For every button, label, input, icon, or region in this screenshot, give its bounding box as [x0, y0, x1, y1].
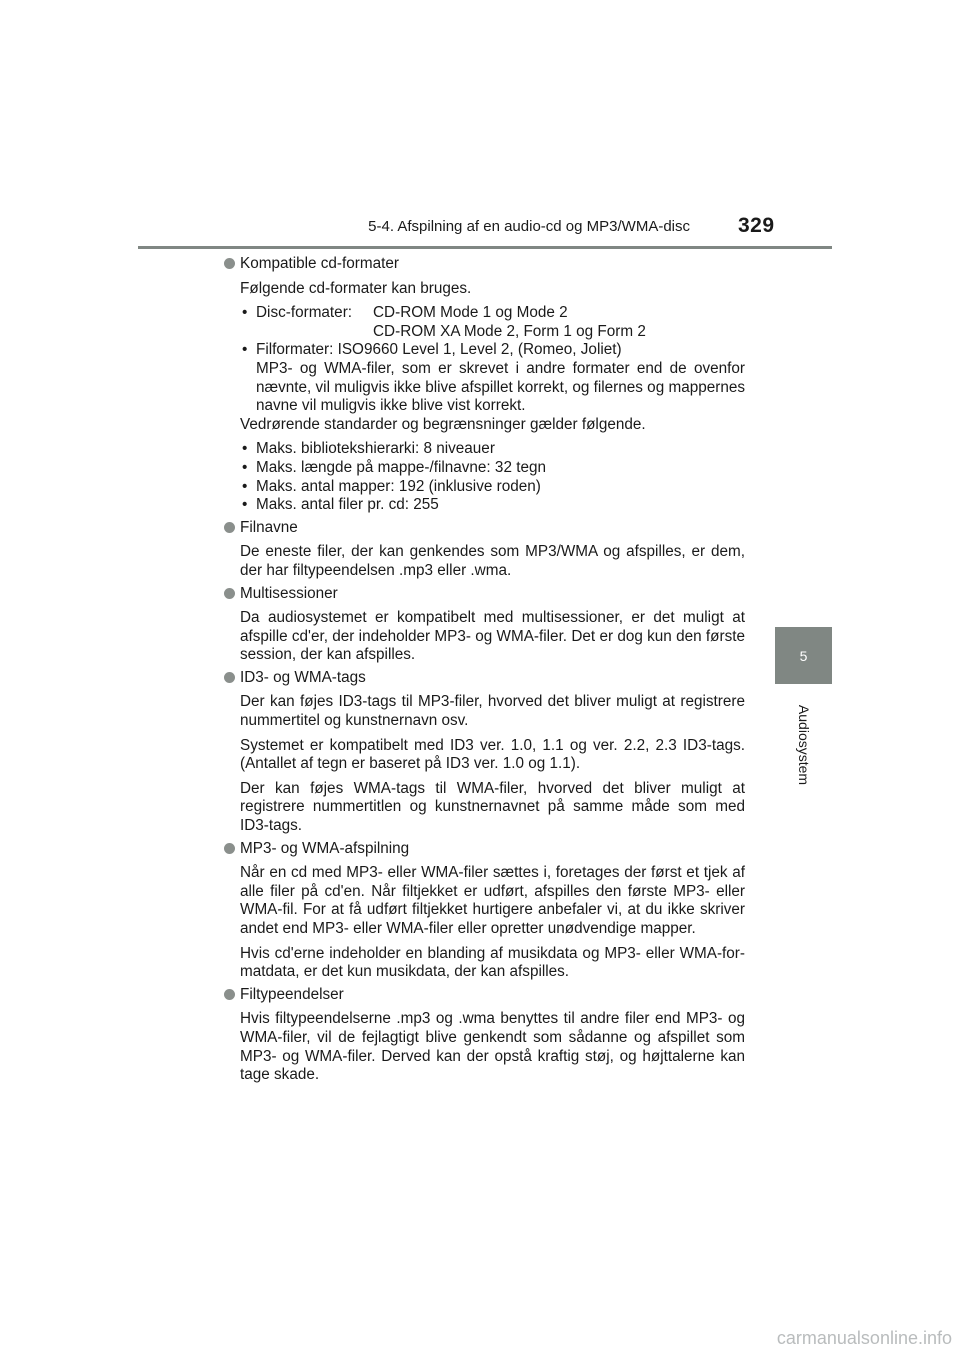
header-title: 5-4. Afspilning af en audio-cd og MP3/WMA-disc — [368, 218, 690, 235]
list-item — [240, 459, 745, 478]
header-rule — [138, 246, 832, 249]
section-body — [224, 693, 745, 835]
file-format-note: MP3- og WMA-filer, som er skrevet i andre formater end de ovenfor nævnte, vil muligvis ikke blive afspillet korrekt, og filernes og mappernes navne vil muligvis ikke blive vist korrekt. — [256, 359, 745, 415]
section-heading — [224, 255, 745, 274]
paragraph: Hvis filtypeendelserne .mp3 og .wma benyttes til andre filer end MP3- og WMA-filer, vil de fejlagtigt blive genkendt som sådanne og afspillet som MP3- og WMA-filer. Derved kan der opstå kraftig støj, og højttalerne kan tage skade. — [240, 1010, 745, 1084]
bullet-dot-icon — [224, 588, 235, 599]
list-item — [240, 440, 745, 459]
chapter-tab — [775, 627, 832, 684]
section-heading-text: Multisessioner — [240, 584, 338, 602]
page-number: 329 — [738, 214, 775, 237]
section-heading — [224, 840, 745, 859]
paragraph: Der kan føjes WMA-tags til WMA-filer, hvorved det bliver muligt at registrere nummertitlen og kunstnernavnet på samme måde som med ID3-tags. — [240, 779, 745, 835]
page-content — [224, 255, 745, 1085]
footer-watermark: carmanualsonline.info — [776, 1328, 952, 1348]
section-heading-text: Filtypeendelser — [240, 985, 344, 1003]
list-item — [240, 341, 745, 415]
section-body — [224, 280, 745, 515]
section-body — [224, 609, 745, 665]
list-item — [240, 304, 745, 323]
section-heading — [224, 669, 745, 688]
list-bullet-icon: • — [242, 341, 248, 359]
section-body — [224, 864, 745, 982]
list-bullet-icon: • — [242, 496, 248, 514]
section-body — [224, 543, 745, 580]
bullet-dot-icon — [224, 843, 235, 854]
paragraph: Systemet er kompatibelt med ID3 ver. 1.0, 1.1 og ver. 2.2, 2.3 ID3-tags. (Antallet af tegn er baseret på ID3 ver. 1.0 og 1.1). — [240, 736, 745, 773]
bullet-dot-icon — [224, 522, 235, 533]
section-heading-text: MP3- og WMA-afspilning — [240, 839, 410, 857]
disc-format-value: CD-ROM Mode 1 og Mode 2 — [373, 304, 568, 322]
list-bullet-icon: • — [242, 440, 248, 458]
section-heading-text: ID3- og WMA-tags — [240, 668, 366, 686]
section-file-names — [224, 519, 745, 581]
list-bullet-icon: • — [242, 458, 248, 476]
list-item-continuation: CD-ROM XA Mode 2, Form 1 og Form 2 — [373, 322, 646, 340]
section-heading — [224, 585, 745, 604]
section-heading — [224, 519, 745, 538]
list-item-text: Maks. antal filer pr. cd: 255 — [256, 496, 439, 514]
section-heading-text: Kompatible cd-formater — [240, 255, 399, 272]
section-compatible-formats — [224, 255, 745, 515]
paragraph: Hvis cd'erne indeholder en blanding af musikdata og MP3- eller WMA-for-matdata, er det kun musikdata, der kan afspilles. — [240, 944, 745, 981]
section-body — [224, 1010, 745, 1084]
paragraph: Følgende cd-formater kan bruges. — [240, 279, 472, 297]
section-heading — [224, 986, 745, 1005]
chapter-number: 5 — [799, 647, 808, 664]
section-tags — [224, 669, 745, 836]
disc-format-label: Disc-formater: — [256, 304, 353, 322]
bullet-dot-icon — [224, 258, 235, 269]
paragraph: Der kan føjes ID3-tags til MP3-filer, hvorved det bliver muligt at registrere nummertitel og kunstnernavn osv. — [240, 693, 745, 730]
chapter-label — [776, 690, 832, 800]
section-extensions — [224, 986, 745, 1085]
list-item — [240, 496, 745, 515]
paragraph: Når en cd med MP3- eller WMA-filer sættes i, foretages der først et tjek af alle filer på cd'en. Når filtjekket er udført, afspilles den første MP3- eller WMA-fil. For at få udført filtjekket hurtigere anbefaler vi, at du ikke skriver andet end MP3- eller WMA-filer eller opretter unødvendige mapper. — [240, 864, 745, 937]
paragraph: De eneste filer, der kan genkendes som MP3/WMA og afspilles, er dem, der har filtypeendelsen .mp3 eller .wma. — [240, 543, 745, 579]
section-playback — [224, 840, 745, 982]
bullet-dot-icon — [224, 672, 235, 683]
list-item-text: Maks. længde på mappe-/filnavne: 32 tegn — [256, 458, 546, 476]
file-format-text: Filformater: ISO9660 Level 1, Level 2, (Romeo, Joliet) — [256, 341, 622, 359]
chapter-label-text: Audiosystem — [796, 704, 812, 786]
list-bullet-icon: • — [242, 477, 248, 495]
list-item — [240, 478, 745, 497]
bullet-dot-icon — [224, 989, 235, 1000]
paragraph: Da audiosystemet er kompatibelt med multisessioner, er det muligt at afspille cd'er, der indeholder MP3- og WMA-filer. Det er dog kun den første session, der kan afspilles. — [240, 609, 745, 664]
list-bullet-icon: • — [242, 304, 248, 322]
list-item-text: Maks. bibliotekshierarki: 8 niveauer — [256, 440, 495, 458]
list-item-text: Maks. antal mapper: 192 (inklusive roden) — [256, 477, 541, 495]
paragraph: Vedrørende standarder og begrænsninger gælder følgende. — [240, 415, 646, 433]
section-heading-text: Filnavne — [240, 518, 298, 536]
section-multisession — [224, 585, 745, 665]
format-list — [240, 304, 745, 416]
limits-list — [240, 440, 745, 514]
